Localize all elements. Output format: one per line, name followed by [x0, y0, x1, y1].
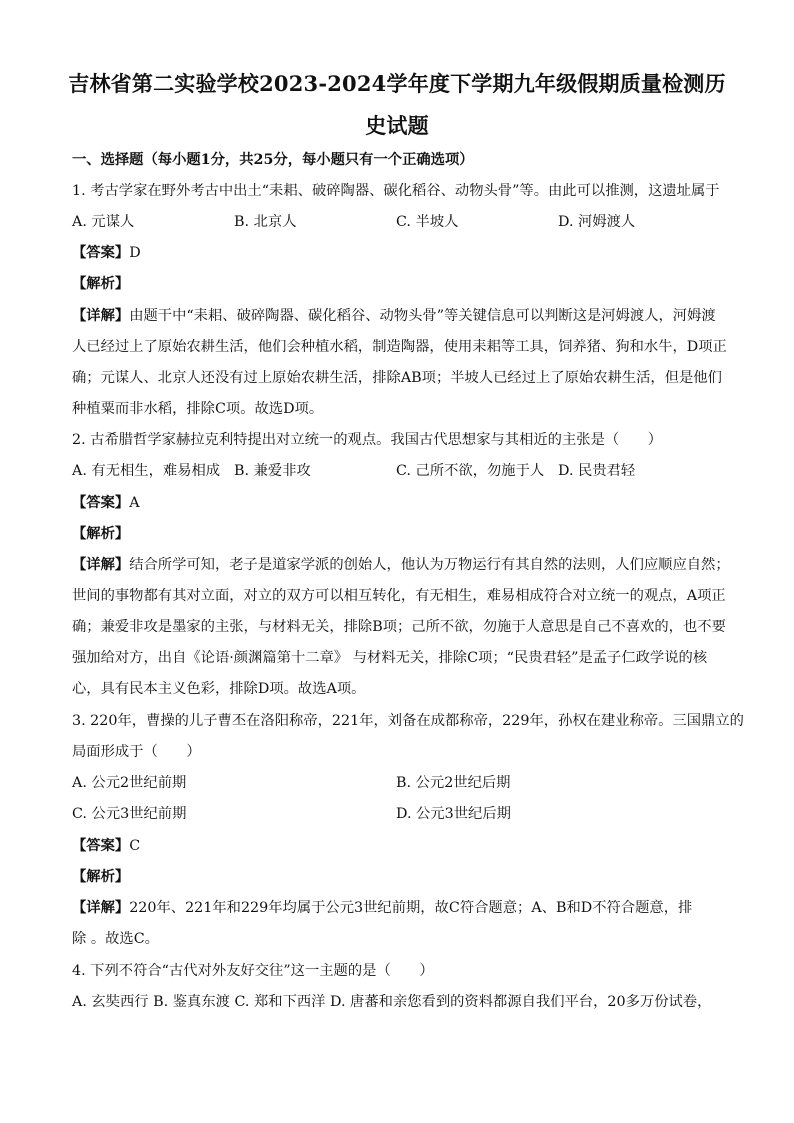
- q3-option-a: A. 公元2世纪前期: [72, 775, 187, 791]
- exam-title-line1: 吉林省第二实验学校2023-2024学年度下学期九年级假期质量检测历: [68, 71, 726, 96]
- q3-answer: [72, 836, 140, 856]
- q2-answer-value: A: [129, 495, 140, 511]
- detail-tag: 【详解】: [72, 900, 130, 916]
- q1-answer: [72, 243, 141, 263]
- q2-detail-line4: 强加给对方，出自《论语·颜渊篇第十二章》 与材料无关，排除C项；“民贵君轻”是孟子仁政学说的核: [72, 650, 708, 666]
- q3-stem-line2: 局面形成于（ ）: [72, 744, 201, 760]
- q2-option-b: B. 兼爱非攻: [234, 463, 311, 479]
- q2-option-a: A. 有无相生，难易相成: [72, 463, 221, 479]
- answer-tag: 【答案】: [72, 245, 130, 261]
- q4-options: A. 玄奘西行 B. 鉴真东渡 C. 郑和下西洋 D. 唐蕃和亲您看到的资料都源自我们平台，20多万份试卷，: [72, 994, 712, 1010]
- q3-detail-line1: [72, 898, 692, 918]
- q2-detail-line5: 心，具有民本主义色彩，排除D项。故选A项。: [72, 681, 366, 697]
- q1-option-c: C. 半坡人: [396, 214, 459, 230]
- q1-option-a: A. 元谋人: [72, 214, 135, 230]
- q2-option-c: C. 己所不欲，勿施于人: [396, 463, 545, 479]
- q1-detail-line1: [72, 306, 716, 326]
- q2-detail-text: 结合所学可知，老子是道家学派的创始人，他认为万物运行有其自然的法则，人们应顺应自然；: [129, 557, 730, 573]
- exam-title-line2: 史试题: [365, 113, 429, 138]
- q1-detail-line4: 种植粟而非水稻，排除C项。故选D项。: [72, 401, 324, 417]
- section-heading: 一、选择题（每小题1分，共25分，每小题只有一个正确选项）: [72, 152, 474, 168]
- q1-stem: 1. 考古学家在野外考古中出土“耒耜、破碎陶器、碳化稻谷、动物头骨”等。由此可以推测，这遗址属于: [72, 183, 720, 199]
- q2-option-d: D. 民贵君轻: [558, 463, 636, 479]
- q1-option-b: B. 北京人: [234, 214, 297, 230]
- q1-answer-value: D: [129, 245, 141, 261]
- q1-analysis-tag: 【解析】: [72, 276, 130, 292]
- q2-analysis-tag: 【解析】: [72, 526, 130, 542]
- q1-detail-text: 由题干中“耒耜、破碎陶器、碳化稻谷、动物头骨”等关键信息可以判断这是河姆渡人，河姆渡: [129, 308, 716, 324]
- q2-answer: [72, 493, 140, 513]
- detail-tag: 【详解】: [72, 308, 130, 324]
- q3-option-c: C. 公元3世纪前期: [72, 806, 187, 822]
- q2-detail-line1: [72, 555, 730, 575]
- q4-stem: 4. 下列不符合“古代对外友好交往”这一主题的是（ ）: [72, 963, 434, 979]
- q3-stem-line1: 3. 220年，曹操的儿子曹丕在洛阳称帝，221年，刘备在成都称帝，229年，孙权在建业称帝。三国鼎立的: [72, 713, 744, 729]
- q2-detail-line3: 确；兼爱非攻是墨家的主张，与材料无关，排除B项；己所不欲，勿施于人意思是自己不喜欢的，也不要: [72, 619, 726, 635]
- q3-analysis-tag: 【解析】: [72, 869, 130, 885]
- detail-tag: 【详解】: [72, 557, 130, 573]
- q2-detail-line2: 世间的事物都有其对立面，对立的双方可以相互转化，有无相生，难易相成符合对立统一的观点，A项正: [72, 588, 726, 604]
- q3-option-d: D. 公元3世纪后期: [396, 806, 511, 822]
- q3-detail-text: 220年、221年和229年均属于公元3世纪前期，故C符合题意；A、B和D不符合题意，排: [129, 900, 693, 916]
- q3-answer-value: C: [129, 838, 141, 854]
- answer-tag: 【答案】: [72, 838, 130, 854]
- q2-stem: 2. 古希腊哲学家赫拉克利特提出对立统一的观点。我国古代思想家与其相近的主张是（ ）: [72, 432, 663, 448]
- q1-detail-line2: 人已经过上了原始农耕生活，他们会种植水稻，制造陶器，使用耒耜等工具，饲养猪、狗和水牛，D项正: [72, 339, 727, 355]
- q3-option-b: B. 公元2世纪后期: [396, 775, 511, 791]
- q3-detail-line2: 除 。故选C。: [72, 931, 159, 947]
- q1-detail-line3: 确；元谋人、北京人还没有过上原始农耕生活，排除AB项；半坡人已经过上了原始农耕生活，但是他们: [72, 370, 722, 386]
- answer-tag: 【答案】: [72, 495, 130, 511]
- q1-option-d: D. 河姆渡人: [558, 214, 636, 230]
